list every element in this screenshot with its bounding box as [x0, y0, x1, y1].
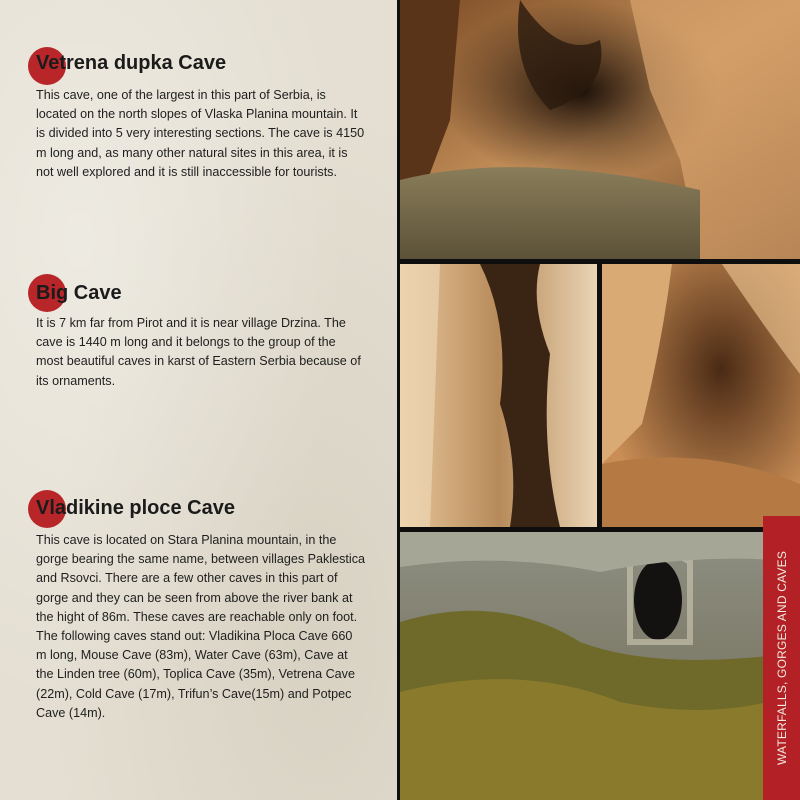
section-text: This cave, one of the largest in this part of Serbia, is located on the north slopes of Vlaska Planina mountain. It is divided into 5 very interesting sections. The cave is 4150 m long and, as many other natural sites in this area, it is not well explored and it is still inaccessible for tourists. — [36, 88, 365, 179]
cave-formations-photo — [602, 264, 800, 527]
text-column — [0, 0, 397, 800]
section-title: Vladikine ploce Cave — [36, 497, 235, 519]
cave-stalactites-photo — [400, 264, 597, 527]
category-side-tab — [763, 516, 800, 800]
section-title: Big Cave — [36, 282, 122, 304]
section-text: This cave is located on Stara Planina mountain, in the gorge bearing the same name, between villages Paklestica and Rsovci. There are a few other caves in this part of gorge and they can be seen from above the river bank at the hight of 86m. These caves are reachable only on foot. The following caves stand out: Vladikina Ploca Cave 660 m long, Mouse Cave (83m), Water Cave (63m), Cave at the Linden tree (60m), Toplica Cave (35m), Vetrena Cave (22m), Cold Cave (17m), Trifun’s Cave(15m) and Potpec Cave (14m). — [36, 533, 366, 720]
photo-panel — [397, 0, 800, 800]
cave-entrance-in-gorge-photo — [400, 532, 800, 800]
category-side-tab-label: WATERFALLS, GORGES AND CAVES — [774, 550, 789, 766]
cave-interior-with-water-photo — [400, 0, 800, 259]
section-text: It is 7 km far from Pirot and it is near village Drzina. The cave is 1440 m long and it belongs to the group of the most beautiful caves in karst of Eastern Serbia because of its ornaments. — [36, 316, 361, 388]
section-title: Vetrena dupka Cave — [36, 52, 227, 74]
